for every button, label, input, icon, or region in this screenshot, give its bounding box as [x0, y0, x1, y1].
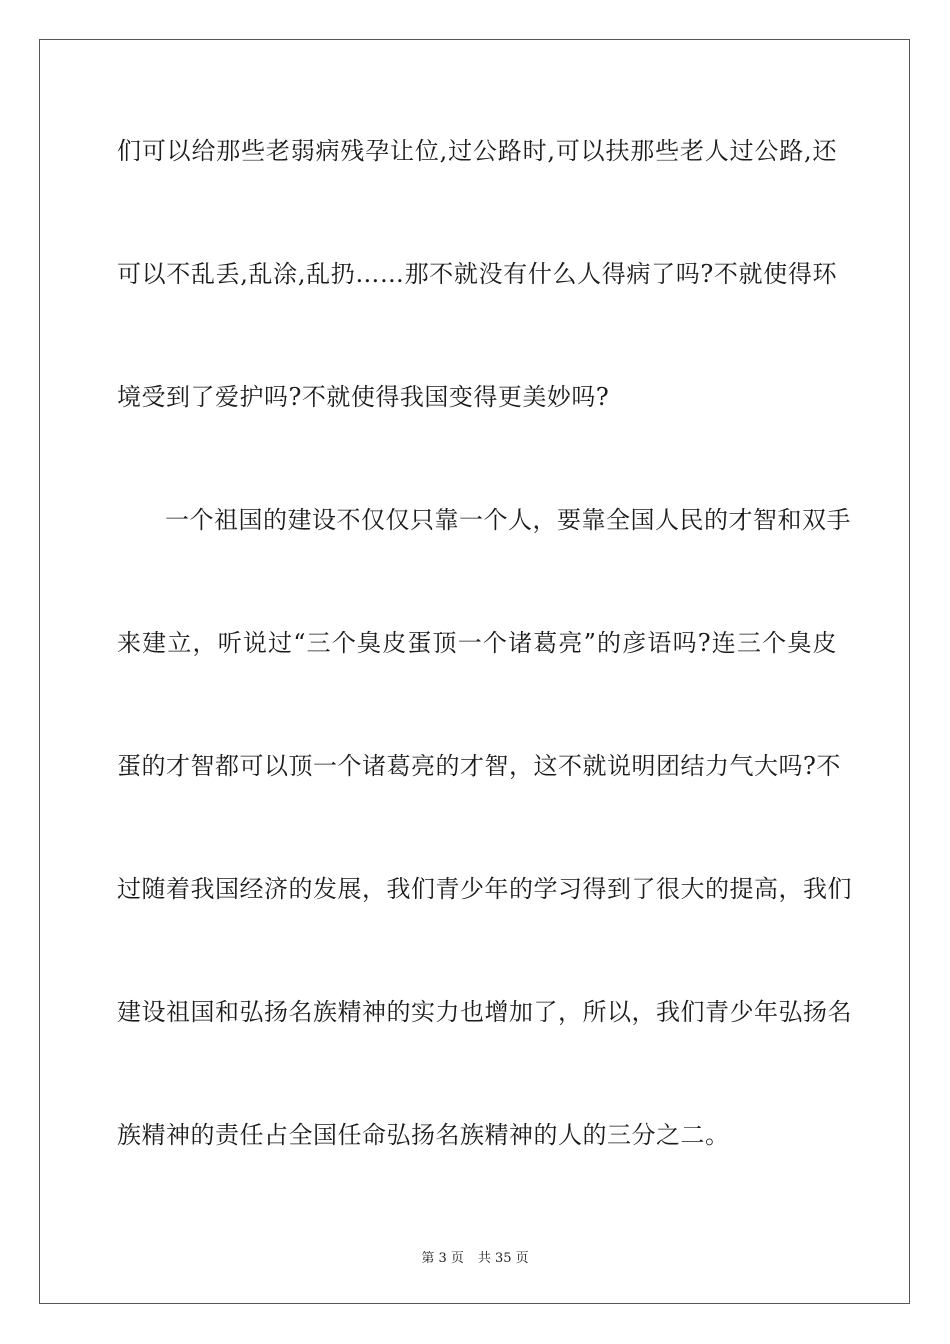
text-line-8: 建设祖国和弘扬名族精神的实力也增加了，所以，我们青少年弘扬名 [117, 998, 852, 1026]
page-footer [0, 1247, 950, 1266]
text-line-4: 一个祖国的建设不仅仅只靠一个人，要靠全国人民的才智和双手 [165, 506, 851, 534]
page-number: 第 3 页 [421, 1251, 464, 1266]
text-line-3: 境受到了爱护吗?不就使得我国变得更美妙吗? [117, 383, 610, 411]
text-line-2: 可以不乱丢,乱涂,乱扔……那不就没有什么人得病了吗?不就使得环 [117, 260, 837, 288]
text-line-5: 来建立，听说过“三个臭皮蛋顶一个诸葛亮”的彦语吗?连三个臭皮 [117, 629, 837, 657]
page-border [39, 39, 910, 1304]
text-line-7: 过随着我国经济的发展，我们青少年的学习得到了很大的提高，我们 [117, 875, 852, 903]
text-line-9: 族精神的责任占全国任命弘扬名族精神的人的三分之二。 [117, 1121, 730, 1149]
text-line-6: 蛋的才智都可以顶一个诸葛亮的才智，这不就说明团结力气大吗?不 [117, 752, 841, 780]
page-total: 共 35 页 [477, 1251, 529, 1266]
text-line-1: 们可以给那些老弱病残孕让位,过公路时,可以扶那些老人过公路,还 [117, 137, 837, 165]
